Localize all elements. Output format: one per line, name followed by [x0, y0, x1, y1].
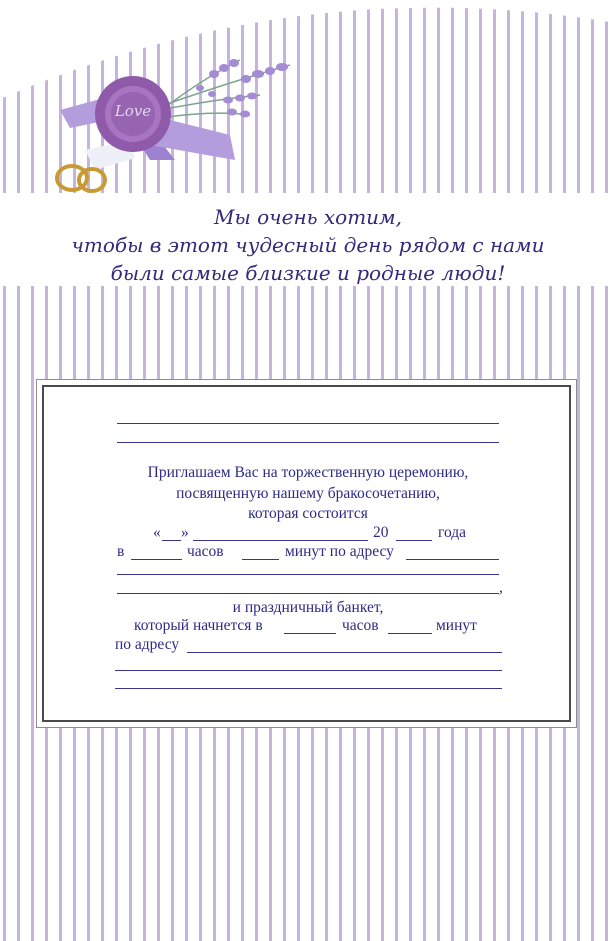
year-blank[interactable]: [396, 540, 432, 541]
name-line-1[interactable]: [117, 423, 499, 424]
year-word: года: [438, 524, 467, 541]
month-blank[interactable]: [193, 540, 368, 541]
address-comma: ,: [499, 579, 503, 596]
banquet-minutes-blank[interactable]: [388, 633, 432, 634]
banquet-line: и праздничный банкет,: [232, 599, 384, 616]
hours-blank[interactable]: [131, 559, 182, 560]
banquet-address-label: по адресу: [115, 636, 180, 653]
address-blank-1[interactable]: [406, 559, 499, 560]
address-blank-3[interactable]: [117, 593, 499, 594]
quote-close: »: [181, 524, 189, 541]
hours-label: часов: [187, 543, 224, 560]
headline-line-1: Мы очень хотим,: [214, 205, 402, 229]
minutes-address-label: минут по адресу: [285, 543, 394, 560]
minutes-blank[interactable]: [242, 559, 279, 560]
banquet-address-blank-2[interactable]: [115, 670, 502, 671]
banquet-address-blank-1[interactable]: [187, 652, 502, 653]
banquet-hours-label: часов: [342, 617, 379, 634]
wedding-rings: [57, 166, 105, 191]
banquet-address-blank-3[interactable]: [115, 688, 502, 689]
year-prefix: 20: [373, 524, 389, 541]
headline: [0, 203, 616, 287]
headline-line-3: были самые близкие и родные люди!: [110, 261, 506, 285]
address-blank-2[interactable]: [117, 574, 499, 575]
headline-line-2: чтобы в этот чудесный день рядом с нами: [71, 233, 545, 257]
invite-line-1: Приглашаем Вас на торжественную церемонию,: [147, 464, 469, 481]
day-blank[interactable]: [162, 540, 181, 541]
seal-text: Love: [114, 102, 152, 120]
name-line-2[interactable]: [117, 442, 499, 443]
quote-open: «: [153, 524, 161, 541]
banquet-minutes-label: минут: [436, 617, 477, 634]
invite-line-2: посвященную нашему бракосочетанию,: [176, 485, 440, 502]
invite-line-3: которая состоится: [248, 505, 368, 522]
banquet-hours-blank[interactable]: [284, 633, 336, 634]
banquet-start-label: который начнется в: [134, 617, 263, 634]
time-in: в: [117, 543, 125, 560]
